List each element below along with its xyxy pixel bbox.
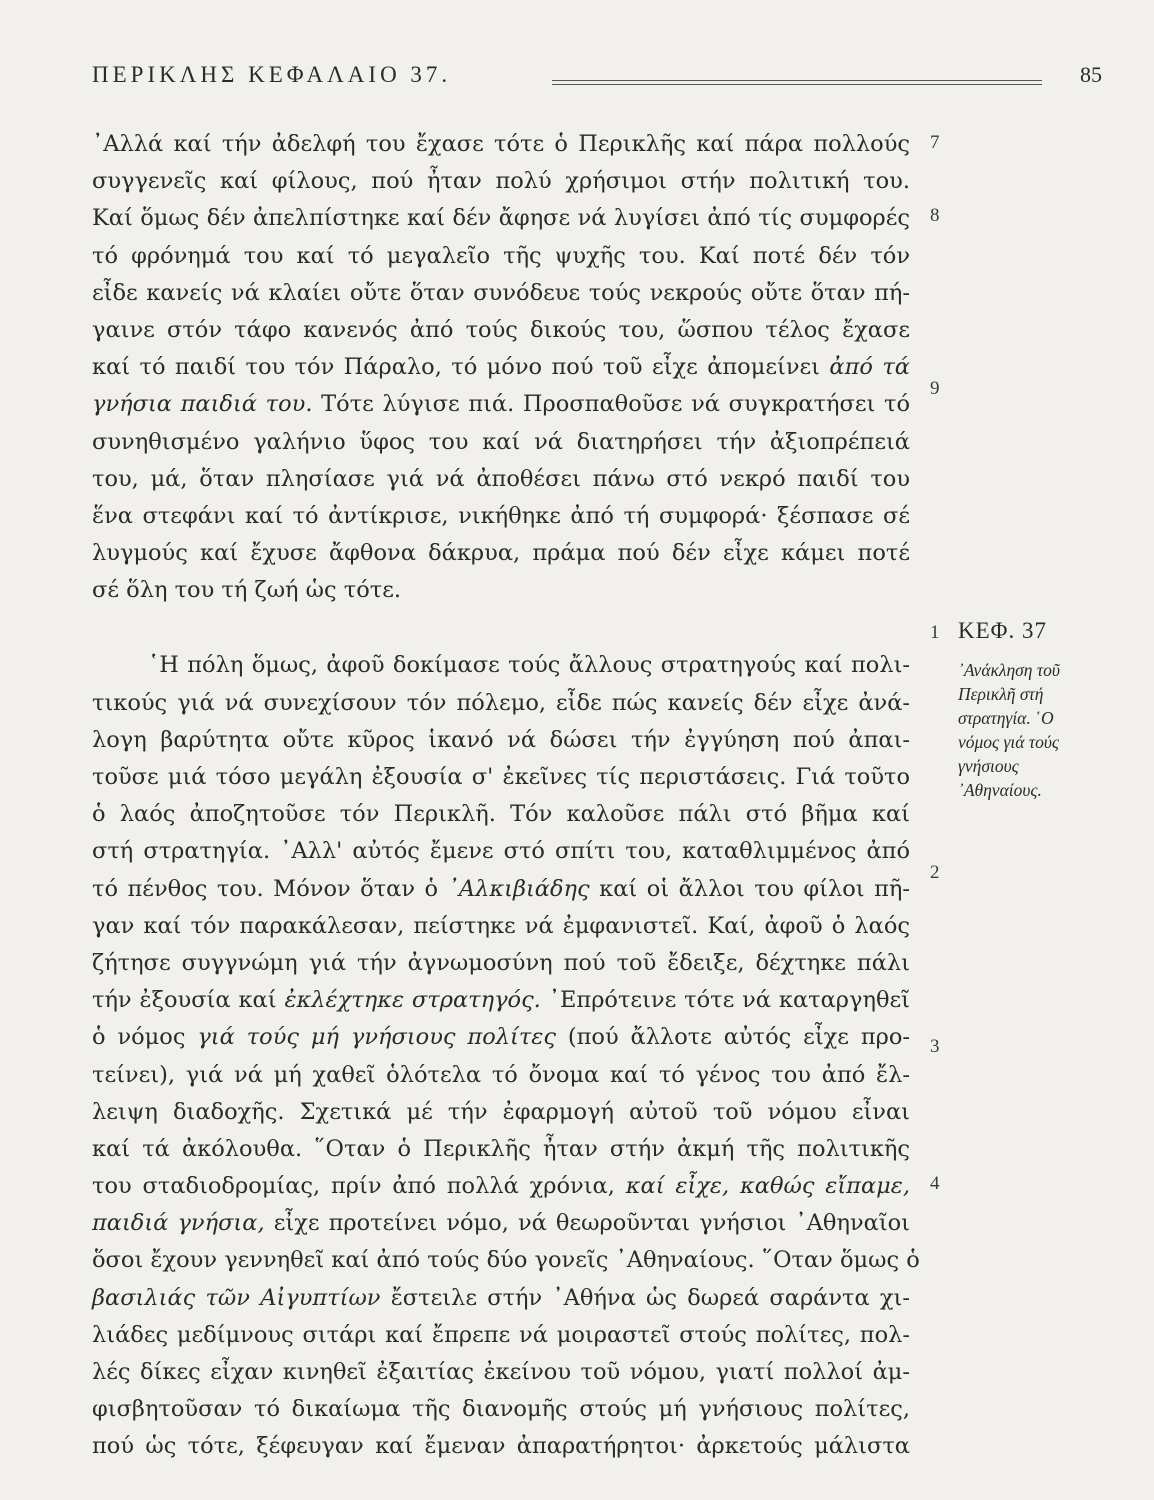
text-line: [92, 1168, 910, 1205]
italic-span: παιδιά γνήσια,: [92, 1210, 265, 1237]
margin-note-line: ᾿Ανάκληση τοῦ: [958, 660, 1060, 680]
italic-span: ᾿Αλκιβιάδης: [447, 875, 590, 902]
text-line: τικούς γιά νά συνεχίσουν τόν πόλεμο, εἶδε πώς κανείς δέν εἶχε ἀνά-: [92, 689, 910, 716]
line-number: 3: [930, 1036, 940, 1057]
margin-note-line: στρατηγία. ῾Ο: [958, 708, 1054, 728]
text-line: συγγενεῖς καί φίλους, πού ἦταν πολύ χρήσιμοι στήν πολιτική του.: [92, 168, 910, 195]
italic-span: ἀπό τά: [829, 354, 910, 381]
line-number: 4: [930, 1173, 940, 1194]
text-line: λυγμούς καί ἔχυσε ἄφθονα δάκρυα, πράμα πού δέν εἶχε κάμει ποτέ: [92, 540, 910, 567]
text-line: [92, 386, 910, 423]
line-number: 8: [930, 205, 940, 226]
text-line: [92, 1205, 910, 1242]
text-line: [92, 1019, 910, 1056]
text-line: Καί ὅμως δέν ἀπελπίστηκε καί δέν ἄφησε νά λυγίσει ἀπό τίς συμφορές: [92, 205, 910, 232]
text-line: φισβητοῦσαν τό δικαίωμα τῆς διανομῆς στούς μή γνήσιους πολίτες,: [92, 1396, 910, 1423]
text-span: εἶχε προτείνει νόμο, νά θεωροῦνται γνήσιοι ᾿Αθηναῖοι: [273, 1210, 911, 1237]
page-number: 85: [1080, 62, 1102, 87]
text-line: [92, 871, 910, 908]
text-span: καί τό παιδί του τόν Πάραλο, τό μόνο πού τοῦ εἶχε ἀπομείνει: [92, 354, 820, 381]
paragraph-gap: [92, 609, 910, 647]
text-line: συνηθισμένο γαλήνιο ὕφος του καί νά διατηρήσει τήν ἀξιοπρέπειά: [92, 428, 910, 455]
running-head: [92, 62, 1102, 102]
text-span: τήν ἐξουσία καί: [92, 987, 277, 1014]
text-line: ἕνα στεφάνι καί τό ἀντίκρισε, νικήθηκε ἀπό τή συμφορά· ξέσπασε σέ: [92, 502, 910, 529]
text-line: ῾Η πόλη ὅμως, ἀφοῦ δοκίμασε τούς ἄλλους στρατηγούς καί πολι-: [148, 652, 910, 679]
text-span: του σταδιοδρομίας, πρίν ἀπό πολλά χρόνια,: [92, 1173, 615, 1200]
text-line: εἶδε κανείς νά κλαίει οὔτε ὅταν συνόδευε τούς νεκρούς οὔτε ὅταν πή-: [92, 279, 910, 306]
text-line: τό φρόνημά του καί τό μεγαλεῖο τῆς ψυχῆς του. Καί ποτέ δέν τόν: [92, 242, 910, 269]
text-line: [92, 1280, 910, 1317]
margin-note-line: γνήσιους: [958, 756, 1019, 776]
chapter-margin-note: [958, 618, 1138, 802]
line-number: 7: [930, 132, 940, 153]
running-head-title: ΠΕΡΙΚΛΗΣ ΚΕΦΑΛΑΙΟ 37.: [92, 62, 452, 87]
text-line: ὁ λαός ἀποζητοῦσε τόν Περικλῆ. Τόν καλοῦσε πάλι στό βῆμα καί: [92, 801, 910, 828]
text-line: λές δίκες εἶχαν κινηθεῖ ἐξαιτίας ἐκείνου τοῦ νόμου, γιατί πολλοί ἀμ-: [92, 1359, 910, 1385]
text-line: τείνει), γιά νά μή χαθεῖ ὁλότελα τό ὄνομα καί τό γένος του ἀπό ἔλ-: [92, 1061, 910, 1088]
main-text: [92, 126, 920, 1466]
italic-span: ἐκλέχτηκε στρατηγός.: [284, 987, 541, 1014]
header-rule-2: [552, 84, 1042, 85]
margin-note-line: νόμος γιά τούς: [958, 732, 1059, 752]
text-line: γαν καί τόν παρακάλεσαν, πείστηκε νά ἐμφανιστεῖ. Καί, ἀφοῦ ὁ λαός: [92, 912, 910, 939]
text-span: ἔστειλε στήν ᾿Αθήνα ὡς δωρεά σαράντα χι-: [390, 1284, 910, 1311]
italic-span: βασιλιάς τῶν Αἰγυπτίων: [92, 1284, 381, 1311]
text-line: [92, 982, 910, 1019]
text-line: στή στρατηγία. ᾿Αλλ' αὐτός ἔμενε στό σπίτι του, καταθλιμμένος ἀπό: [92, 838, 910, 865]
text-line: λειψη διαδοχῆς. Σχετικά μέ τήν ἐφαρμογή αὐτοῦ τοῦ νόμου εἶναι: [92, 1098, 910, 1125]
text-span: Τότε λύγισε πιά. Προσπαθοῦσε νά συγκρατήσει τό: [321, 391, 910, 418]
italic-span: γνήσια παιδιά του.: [92, 391, 313, 418]
italic-span: καί εἶχε, καθώς εἴπαμε,: [625, 1173, 911, 1200]
text-line: λογη βαρύτητα οὔτε κῦρος ἱκανό νά δώσει τήν ἐγγύηση πού ἀπαι-: [92, 726, 910, 753]
text-line: ὅσοι ἔχουν γεννηθεῖ καί ἀπό τούς δύο γονεῖς ᾿Αθηναίους. ῞Οταν ὅμως ὁ: [92, 1247, 920, 1274]
text-span: (πού ἄλλοτε αὐτός εἶχε προ-: [567, 1024, 911, 1051]
text-line: πού ὡς τότε, ξέφευγαν καί ἔμεναν ἀπαρατήρητοι· ἀρκετούς μάλιστα: [92, 1433, 910, 1460]
text-line: του, μά, ὅταν πλησίασε γιά νά ἀποθέσει πάνω στό νεκρό παιδί του: [92, 465, 910, 492]
text-line: ζήτησε συγγνώμη γιά τήν ἀγνωμοσύνη πού τοῦ ἔδειξε, δέχτηκε πάλι: [92, 949, 910, 976]
text-span: τό πένθος του. Μόνον ὅταν ὁ: [92, 875, 439, 902]
chapter-heading: ΚΕΦ. 37: [958, 618, 1047, 643]
text-line: σέ ὅλη του τή ζωή ὡς τότε.: [92, 577, 402, 604]
text-line: λιάδες μεδίμνους σιτάρι καί ἔπρεπε νά μοιραστεῖ στούς πολίτες, πολ-: [92, 1321, 910, 1348]
margin-note-line: ᾿Αθηναίους.: [958, 780, 1042, 800]
text-line: ᾿Αλλά καί τήν ἀδελφή του ἔχασε τότε ὁ Περικλῆς καί πάρα πολλούς: [92, 131, 910, 157]
italic-span: γιά τούς μή γνήσιους πολίτες: [197, 1024, 556, 1051]
text-span: καί οἱ ἄλλοι του φίλοι πῆ-: [599, 875, 910, 902]
text-line: καί τά ἀκόλουθα. ῞Οταν ὁ Περικλῆς ἦταν στήν ἀκμή τῆς πολιτικῆς: [92, 1135, 910, 1162]
line-number: 1: [930, 622, 940, 643]
text-line: τοῦσε μιά τόσο μεγάλη ἐξουσία σ' ἐκεῖνες τίς περιστάσεις. Γιά τοῦτο: [92, 764, 910, 790]
line-number: 9: [930, 378, 940, 399]
header-rule: [552, 80, 1042, 81]
line-number: 2: [930, 862, 940, 883]
text-span: ὁ νόμος: [92, 1024, 186, 1051]
text-span: ᾿Επρότεινε τότε νά καταργηθεῖ: [548, 987, 910, 1014]
text-line: γαινε στόν τάφο κανενός ἀπό τούς δικούς του, ὥσπου τέλος ἔχασε: [92, 316, 910, 343]
text-line: [92, 349, 910, 386]
margin-note-line: Περικλῆ στή: [958, 684, 1044, 704]
